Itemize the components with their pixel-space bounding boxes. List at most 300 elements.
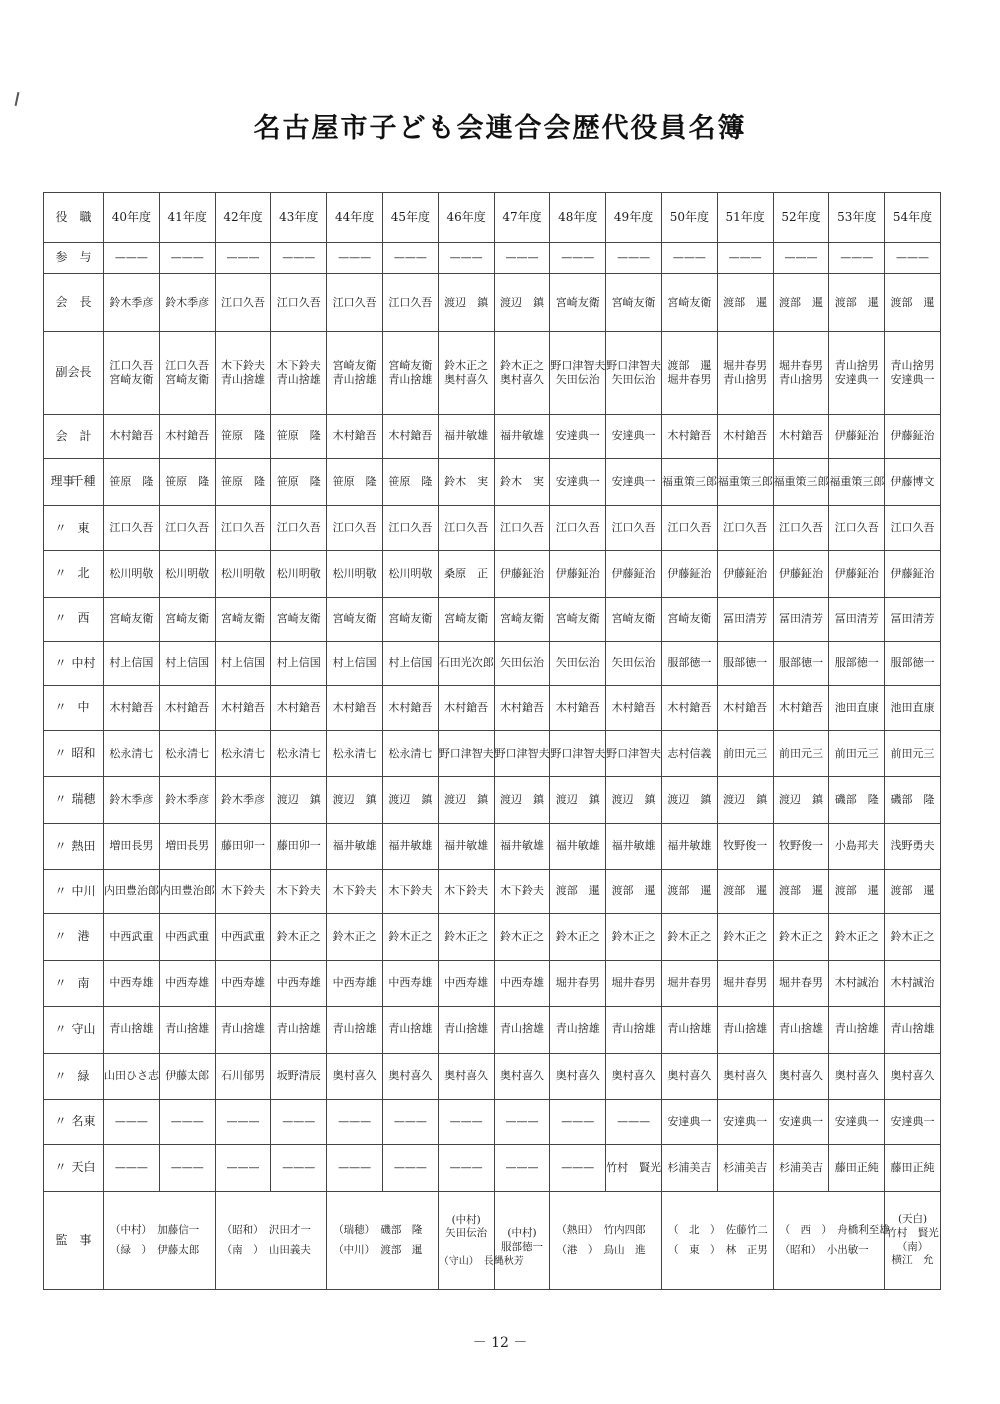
- officer-cell: [494, 332, 550, 414]
- officer-cell: [104, 823, 160, 869]
- role-label: 会 計: [55, 428, 92, 443]
- officer-name: 青山捨雄: [388, 373, 433, 387]
- officer-cell: [829, 641, 885, 685]
- role-label: 会 長: [55, 294, 92, 309]
- officer-cell: [885, 1006, 941, 1053]
- officer-cell: [606, 1099, 662, 1144]
- officer-cell: [717, 459, 773, 506]
- officer-cell: [773, 597, 829, 641]
- officer-cell: [438, 731, 494, 777]
- role-cell: [44, 1053, 104, 1099]
- auditor-entry: （中川） 渡部 暹: [333, 1243, 423, 1256]
- officer-name: 青山捨雄: [723, 1022, 768, 1036]
- officer-name: 青山捨雄: [388, 1022, 433, 1036]
- officer-name: 矢田伝治: [555, 373, 600, 387]
- officer-cell: [271, 506, 327, 551]
- officer-cell: [382, 597, 438, 641]
- officer-cell: [829, 777, 885, 823]
- role-prefix: 〃: [54, 1114, 67, 1129]
- officer-name: ———: [449, 1161, 483, 1175]
- officer-cell: [159, 506, 215, 551]
- officer-cell: [773, 459, 829, 506]
- officer-cell: [661, 274, 717, 332]
- officer-name: 渡部 暹: [834, 884, 879, 898]
- officer-cell: [550, 414, 606, 458]
- officer-cell: [661, 243, 717, 274]
- officer-cell: [159, 914, 215, 961]
- officer-cell: [271, 1006, 327, 1053]
- officer-name: 江口久吾: [332, 295, 377, 309]
- officer-name: 笹原 隆: [220, 429, 265, 443]
- officer-name: 木村鎗吾: [555, 701, 600, 714]
- officer-cell: [661, 731, 717, 777]
- officer-name: 青山捨雄: [499, 1022, 544, 1036]
- officer-name: 福井敏雄: [332, 839, 377, 853]
- officer-cell: [104, 414, 160, 458]
- role-label: 東: [77, 520, 90, 535]
- officer-cell: [159, 823, 215, 869]
- officer-cell: [829, 506, 885, 551]
- officer-name: 宮崎友衛: [444, 612, 489, 626]
- officer-name: 池田直康: [890, 701, 935, 714]
- officer-name: 村上信国: [220, 656, 265, 670]
- roster-row: [44, 414, 941, 458]
- officer-name: 伊藤鉦治: [499, 566, 544, 580]
- roster-row: [44, 777, 941, 823]
- officer-name: 松川明敬: [165, 566, 210, 580]
- officer-cell: [327, 823, 383, 869]
- officer-name: 堀井春男: [723, 976, 768, 990]
- officer-cell: [271, 243, 327, 274]
- officer-name: 江口久吾: [778, 521, 823, 535]
- officer-cell: [382, 243, 438, 274]
- officer-name: 安達典一: [890, 1114, 935, 1128]
- officer-cell: [885, 506, 941, 551]
- officer-cell: [717, 914, 773, 961]
- year-header: 51年度: [717, 193, 773, 243]
- year-header: 41年度: [159, 193, 215, 243]
- role-cell: [44, 1006, 104, 1053]
- officer-cell: [327, 731, 383, 777]
- officer-cell: [382, 332, 438, 414]
- officer-name: 木下鈴夫: [276, 358, 321, 372]
- officer-name: 木村鎗吾: [165, 701, 210, 714]
- officer-cell: [773, 506, 829, 551]
- header-row: [44, 193, 941, 243]
- officer-cell: [550, 459, 606, 506]
- officer-name: 松永清七: [276, 746, 321, 760]
- role-label: 副会長: [55, 365, 92, 380]
- auditor-entry: 横江 允: [891, 1254, 934, 1267]
- officer-name: 福井敏雄: [667, 839, 712, 853]
- officer-name: 前田元三: [723, 746, 768, 760]
- officer-cell: [829, 551, 885, 597]
- year-header: 52年度: [773, 193, 829, 243]
- officer-cell: [773, 1053, 829, 1099]
- officer-cell: [717, 1053, 773, 1099]
- officer-name: 安達典一: [611, 429, 656, 443]
- officer-cell: [494, 459, 550, 506]
- auditor-entry: (中村): [451, 1213, 481, 1226]
- officer-name: 渡部 暹: [611, 884, 656, 898]
- auditor-group: [104, 1192, 216, 1290]
- officer-name: 江口久吾: [109, 521, 154, 535]
- officer-cell: [661, 823, 717, 869]
- officer-name: 宮崎友衛: [555, 612, 600, 626]
- officer-name: 笹原 隆: [109, 474, 154, 488]
- officer-cell: [215, 1145, 271, 1192]
- year-header: 45年度: [382, 193, 438, 243]
- officer-name: ———: [114, 1114, 148, 1128]
- year-header: 40年度: [104, 193, 160, 243]
- officer-name: 木村鎗吾: [723, 429, 768, 443]
- officer-name: 江口久吾: [834, 521, 879, 535]
- role-prefix: 〃: [54, 1068, 67, 1083]
- officer-cell: [215, 961, 271, 1006]
- officer-cell: [773, 1006, 829, 1053]
- officer-cell: [773, 731, 829, 777]
- officer-name: 小島邦夫: [834, 839, 879, 853]
- officer-cell: [159, 777, 215, 823]
- officer-name: 鈴木正之: [778, 930, 823, 944]
- officer-cell: [215, 332, 271, 414]
- officer-cell: [104, 1053, 160, 1099]
- officer-cell: [327, 914, 383, 961]
- officer-cell: [215, 823, 271, 869]
- officer-cell: [717, 1145, 773, 1192]
- officer-name: 奥村喜久: [611, 1069, 656, 1083]
- officer-name: 松永清七: [332, 746, 377, 760]
- officer-cell: [606, 459, 662, 506]
- officer-cell: [327, 1145, 383, 1192]
- officer-cell: [327, 961, 383, 1006]
- officer-name: 木下鈴夫: [499, 884, 544, 898]
- role-prefix: 〃: [54, 700, 67, 715]
- officer-name: 安達典一: [555, 474, 600, 488]
- officer-name: 鈴木正之: [276, 930, 321, 944]
- officer-name: 江口久吾: [165, 358, 210, 372]
- officer-cell: [829, 1053, 885, 1099]
- officer-name: 江口久吾: [890, 521, 935, 535]
- officer-name: 福井敏雄: [611, 839, 656, 853]
- role-cell: [44, 641, 104, 685]
- officer-cell: [271, 274, 327, 332]
- officer-name: ———: [226, 250, 260, 264]
- officer-cell: [606, 869, 662, 913]
- officer-name: 奥村喜久: [444, 1069, 489, 1083]
- officer-cell: [661, 686, 717, 731]
- officer-cell: [382, 506, 438, 551]
- role-label: 港: [77, 929, 90, 944]
- officer-cell: [717, 332, 773, 414]
- officer-name: 木村鎗吾: [388, 429, 433, 443]
- officer-cell: [717, 641, 773, 685]
- officer-name: 松永清七: [165, 746, 210, 760]
- officer-name: 青山捨雄: [332, 373, 377, 387]
- officer-cell: [661, 777, 717, 823]
- officer-cell: [215, 243, 271, 274]
- role-prefix: 〃: [54, 1021, 67, 1036]
- officer-name: 服部徳一: [778, 656, 823, 670]
- officer-name: 江口久吾: [555, 521, 600, 535]
- officer-cell: [494, 686, 550, 731]
- officer-cell: [885, 414, 941, 458]
- officer-cell: [606, 414, 662, 458]
- officer-cell: [104, 1099, 160, 1144]
- roster-row: [44, 823, 941, 869]
- roster-row: [44, 731, 941, 777]
- officer-name: 福重策三郎: [829, 474, 885, 488]
- officer-name: 鈴木正之: [332, 930, 377, 944]
- officer-name: 宮崎友衛: [667, 612, 712, 626]
- officer-cell: [773, 914, 829, 961]
- officer-cell: [438, 1145, 494, 1192]
- officer-name: 渡辺 鎮: [611, 792, 656, 806]
- officer-cell: [606, 641, 662, 685]
- officer-cell: [494, 1145, 550, 1192]
- officer-name: 木村鎗吾: [165, 429, 210, 443]
- officer-name: 松川明敬: [276, 566, 321, 580]
- officer-name: 中西武重: [165, 930, 210, 944]
- officer-cell: [494, 641, 550, 685]
- officer-name: 笹原 隆: [220, 474, 265, 488]
- officer-name: 磯部 隆: [834, 792, 879, 806]
- officer-name: 木村鎗吾: [388, 701, 433, 714]
- officer-cell: [327, 332, 383, 414]
- officer-name: 渡部 暹: [667, 884, 712, 898]
- role-cell: [44, 731, 104, 777]
- officer-cell: [327, 1099, 383, 1144]
- officer-name: 山田ひさ志: [104, 1069, 159, 1083]
- officer-cell: [271, 777, 327, 823]
- officer-cell: [271, 551, 327, 597]
- officer-cell: [382, 459, 438, 506]
- officer-cell: [382, 731, 438, 777]
- officer-cell: [271, 869, 327, 913]
- officer-name: 木下鈴夫: [444, 884, 489, 898]
- officer-name: 奥村喜久: [555, 1069, 600, 1083]
- officer-name: 藤田卯一: [220, 839, 265, 853]
- officer-name: 松川明敬: [388, 566, 433, 580]
- officer-cell: [550, 914, 606, 961]
- role-prefix: 〃: [54, 566, 67, 581]
- officer-name: 江口久吾: [499, 521, 544, 535]
- auditor-entry: 竹村 賢光: [886, 1227, 939, 1240]
- roster-row: [44, 914, 941, 961]
- officer-cell: [327, 1053, 383, 1099]
- officer-name: 堀井春男: [667, 976, 712, 990]
- officer-name: 青山捨雄: [890, 1022, 935, 1036]
- officer-cell: [717, 823, 773, 869]
- officer-name: 村上信国: [332, 656, 377, 670]
- officer-cell: [215, 777, 271, 823]
- officer-name: 宮崎友衛: [276, 612, 321, 626]
- officer-name: 志村信義: [667, 746, 712, 760]
- officer-cell: [885, 961, 941, 1006]
- officer-cell: [606, 1053, 662, 1099]
- officer-name: 安達典一: [890, 373, 935, 387]
- officer-cell: [773, 777, 829, 823]
- officer-name: 鈴木正之: [667, 930, 712, 944]
- auditor-group: [773, 1192, 890, 1290]
- officer-name: 中西寿雄: [276, 976, 321, 990]
- officer-cell: [159, 1099, 215, 1144]
- officer-cell: [327, 869, 383, 913]
- officer-name: 笹原 隆: [276, 429, 321, 443]
- officer-name: 江口久吾: [220, 295, 265, 309]
- officer-name: 中西寿雄: [220, 976, 265, 990]
- officer-cell: [661, 1006, 717, 1053]
- officer-name: 木村鎗吾: [109, 429, 154, 443]
- officer-cell: [550, 506, 606, 551]
- officer-cell: [717, 731, 773, 777]
- officer-name: ———: [338, 1114, 372, 1128]
- officer-name: 渡部 暹: [723, 295, 768, 309]
- officer-cell: [159, 686, 215, 731]
- officer-cell: [494, 274, 550, 332]
- officer-name: 矢田伝治: [611, 656, 656, 670]
- officer-cell: [382, 777, 438, 823]
- officer-name: 江口久吾: [165, 521, 210, 535]
- officer-cell: [550, 1006, 606, 1053]
- officer-name: 服部徳一: [667, 656, 712, 670]
- officer-cell: [159, 1053, 215, 1099]
- officer-name: 木村鎗吾: [444, 701, 489, 714]
- officer-name: 江口久吾: [444, 521, 489, 535]
- officer-cell: [606, 686, 662, 731]
- officer-cell: [382, 686, 438, 731]
- officer-name: 中西寿雄: [332, 976, 377, 990]
- officer-cell: [550, 597, 606, 641]
- officer-cell: [327, 777, 383, 823]
- officer-name: ———: [561, 250, 595, 264]
- officer-name: 青山捨雄: [555, 1022, 600, 1036]
- auditor-entry: （港 ） 鳥山 進: [556, 1243, 646, 1256]
- officer-name: 江口久吾: [276, 521, 321, 535]
- officer-cell: [717, 686, 773, 731]
- officer-name: 堀井春男: [778, 358, 823, 372]
- officer-cell: [773, 961, 829, 1006]
- officer-name: 宮崎友衛: [388, 358, 433, 372]
- officer-cell: [159, 243, 215, 274]
- officer-cell: [327, 506, 383, 551]
- role-label: 中: [77, 700, 90, 715]
- officer-cell: [661, 1145, 717, 1192]
- officer-cell: [661, 332, 717, 414]
- officer-cell: [327, 274, 383, 332]
- officer-roster-table: [43, 192, 941, 1290]
- role-label: 天白: [71, 1160, 96, 1175]
- officer-cell: [773, 641, 829, 685]
- officer-cell: [215, 274, 271, 332]
- officer-cell: [271, 686, 327, 731]
- auditor-entry: （南）: [896, 1240, 929, 1253]
- officer-cell: [606, 243, 662, 274]
- officer-cell: [494, 551, 550, 597]
- officer-name: 中西寿雄: [388, 976, 433, 990]
- officer-name: 江口久吾: [611, 521, 656, 535]
- officer-name: 宮崎友衛: [332, 612, 377, 626]
- officer-name: 木下鈴夫: [220, 884, 265, 898]
- officer-cell: [717, 597, 773, 641]
- officer-cell: [104, 332, 160, 414]
- officer-name: 杉浦美吉: [667, 1161, 712, 1175]
- officer-name: 奥村喜久: [834, 1069, 879, 1083]
- officer-cell: [271, 961, 327, 1006]
- officer-cell: [438, 1053, 494, 1099]
- year-header: 43年度: [271, 193, 327, 243]
- officer-cell: [438, 332, 494, 414]
- officer-cell: [327, 597, 383, 641]
- officer-name: 伊藤鉦治: [555, 566, 600, 580]
- officer-name: 奥村喜久: [444, 373, 489, 387]
- year-header: 46年度: [438, 193, 494, 243]
- role-cell: [44, 274, 104, 332]
- officer-name: 藤田正純: [834, 1161, 879, 1175]
- officer-name: 青山捨雄: [220, 1022, 265, 1036]
- officer-cell: [327, 414, 383, 458]
- officer-cell: [550, 551, 606, 597]
- officer-cell: [382, 641, 438, 685]
- role-cell: [44, 686, 104, 731]
- officer-name: 木下鈴夫: [332, 884, 377, 898]
- officer-name: 冨田清芳: [778, 612, 823, 626]
- role-cell: [44, 1145, 104, 1192]
- officer-cell: [382, 1099, 438, 1144]
- officer-cell: [494, 869, 550, 913]
- officer-cell: [550, 641, 606, 685]
- role-label: 昭和: [71, 746, 96, 761]
- roster-row: [44, 332, 941, 414]
- officer-cell: [327, 641, 383, 685]
- officer-cell: [438, 414, 494, 458]
- officer-cell: [829, 459, 885, 506]
- officer-name: 野口津智夫: [550, 746, 606, 760]
- role-cell: [44, 414, 104, 458]
- officer-cell: [606, 1145, 662, 1192]
- officer-cell: [215, 551, 271, 597]
- officer-cell: [661, 641, 717, 685]
- officer-name: 青山捨雄: [276, 1022, 321, 1036]
- officer-cell: [885, 641, 941, 685]
- officer-name: 渡辺 鎮: [555, 792, 600, 806]
- auditor-entry: (中村): [507, 1227, 537, 1240]
- officer-cell: [606, 551, 662, 597]
- role-label: 参 与: [55, 250, 92, 265]
- officer-name: 村上信国: [388, 656, 433, 670]
- officer-name: 木村誠治: [834, 976, 879, 990]
- officer-name: ———: [896, 250, 930, 264]
- officer-cell: [327, 459, 383, 506]
- officer-cell: [885, 1099, 941, 1144]
- officer-name: 鈴木 実: [444, 474, 489, 488]
- roster-row: [44, 243, 941, 274]
- officer-cell: [606, 506, 662, 551]
- roster-row: [44, 597, 941, 641]
- officer-cell: [661, 597, 717, 641]
- role-cell: [44, 961, 104, 1006]
- officer-name: 渡部 暹: [667, 358, 712, 372]
- officer-cell: [885, 869, 941, 913]
- officer-name: 青山捨雄: [276, 373, 321, 387]
- officer-cell: [773, 869, 829, 913]
- officer-cell: [104, 731, 160, 777]
- roster-row: [44, 961, 941, 1006]
- officer-name: 石川郁男: [220, 1069, 265, 1083]
- officer-cell: [382, 414, 438, 458]
- officer-cell: [606, 961, 662, 1006]
- officer-cell: [104, 274, 160, 332]
